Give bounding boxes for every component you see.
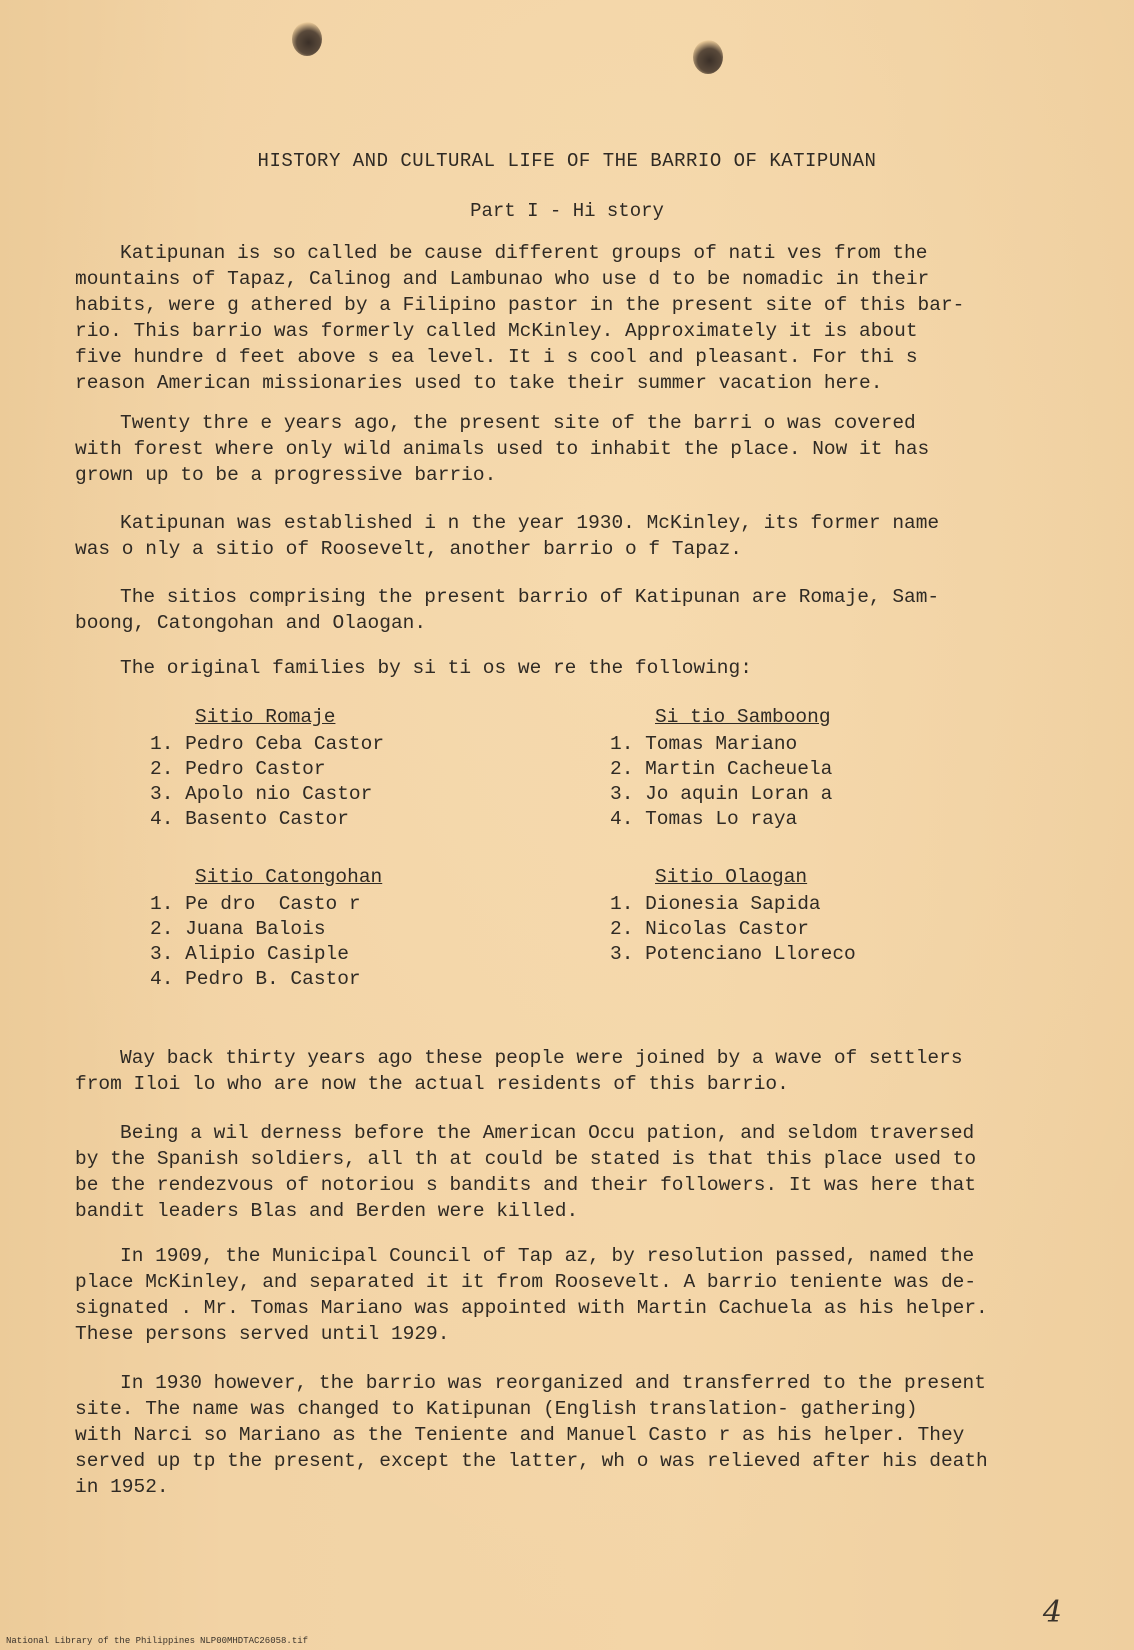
list-item: 3. Potenciano Lloreco bbox=[610, 943, 856, 965]
list-item: 1. Pe dro Casto r bbox=[150, 893, 361, 915]
paragraph-forest: Twenty thre e years ago, the present site of the barri o was covered with forest where only wild animals used to inhabit the place. Now it has grown up to be a progressive barrio. bbox=[75, 412, 930, 486]
list-item: 4. Tomas Lo raya bbox=[610, 808, 798, 830]
paragraph-origin: Katipunan is so called be cause different groups of nati ves from the mountains of Tapaz, Calinog and Lambunao who use d to be nomadic in their habits, were g athered by a Filipino pastor in the present site of this bar- rio. This barrio was formerly called McKinley. Approximately it is about five hundre d feet above s ea level. It i s cool and pleasant. For thi s reason American missionaries used to take their summer vacation here. bbox=[75, 242, 965, 394]
list-item: 3. Apolo nio Castor bbox=[150, 783, 373, 805]
paragraph-settlers: Way back thirty years ago these people were joined by a wave of settlers from Iloi lo who are now the actual residents of this barrio. bbox=[75, 1047, 963, 1095]
sitio-list-catongohan bbox=[150, 865, 382, 992]
punch-hole bbox=[693, 40, 723, 74]
list-item: 4. Basento Castor bbox=[150, 808, 349, 830]
list-item: 1. Dionesia Sapida bbox=[610, 893, 821, 915]
list-item: 1. Tomas Mariano bbox=[610, 733, 798, 755]
list-item: 3. Jo aquin Loran a bbox=[610, 783, 833, 805]
paragraph-1930: In 1930 however, the barrio was reorganized and transferred to the present site. The name was changed to Katipunan (English translation- gathering) with Narci so Mariano as the Teniente and Manuel Casto r as his helper. They served up tp the present, except the latter, wh o was relieved after his death in 1952. bbox=[75, 1372, 988, 1498]
paragraph-wilderness: Being a wil derness before the American Occu pation, and seldom traversed by the Spanish soldiers, all th at could be stated is that this place used to be the rendezvous of notoriou s bandits and their followers. It was here that bandit leaders Blas and Berden were killed. bbox=[75, 1122, 977, 1222]
page-number: 4 bbox=[1042, 1595, 1062, 1630]
sitio-heading: Si tio Samboong bbox=[655, 706, 831, 728]
sitio-list-romaje bbox=[150, 705, 384, 832]
punch-hole bbox=[292, 22, 322, 56]
sitio-heading: Sitio Catongohan bbox=[195, 866, 383, 888]
archive-credit: National Library of the Philippines bbox=[6, 1636, 196, 1646]
list-item: 2. Martin Cacheuela bbox=[610, 758, 833, 780]
list-item: 3. Alipio Casiple bbox=[150, 943, 349, 965]
paragraph-families-intro: The original families by si ti os we re the following: bbox=[120, 657, 752, 679]
sitio-list-olaogan bbox=[610, 865, 856, 967]
paragraph-1909: In 1909, the Municipal Council of Tap az, by resolution passed, named the place McKinley, and separated it it from Roosevelt. A barrio teniente was de- signated . Mr. Tomas Mariano was appointed with Martin Cachuela as his helper. These persons served until 1929. bbox=[75, 1245, 988, 1345]
list-item: 1. Pedro Ceba Castor bbox=[150, 733, 385, 755]
list-item: 4. Pedro B. Castor bbox=[150, 968, 361, 990]
paragraph-established: Katipunan was established i n the year 1930. McKinley, its former name was o nly a sitio of Roosevelt, another barrio o f Tapaz. bbox=[75, 512, 940, 560]
list-item: 2. Nicolas Castor bbox=[610, 918, 809, 940]
list-item: 2. Pedro Castor bbox=[150, 758, 326, 780]
sitio-heading: Sitio Romaje bbox=[195, 706, 336, 728]
document-subtitle: Part I - Hi story bbox=[470, 200, 664, 222]
file-name: NLP00MHDTAC26058.tif bbox=[200, 1636, 309, 1646]
document-title: HISTORY AND CULTURAL LIFE OF THE BARRIO OF KATIPUNAN bbox=[257, 150, 877, 172]
sitio-heading: Sitio Olaogan bbox=[655, 866, 808, 888]
list-item: 2. Juana Balois bbox=[150, 918, 326, 940]
sitio-list-samboong bbox=[610, 705, 832, 832]
paragraph-sitios: The sitios comprising the present barrio of Katipunan are Romaje, Sam- boong, Catongohan and Olaogan. bbox=[75, 586, 940, 634]
